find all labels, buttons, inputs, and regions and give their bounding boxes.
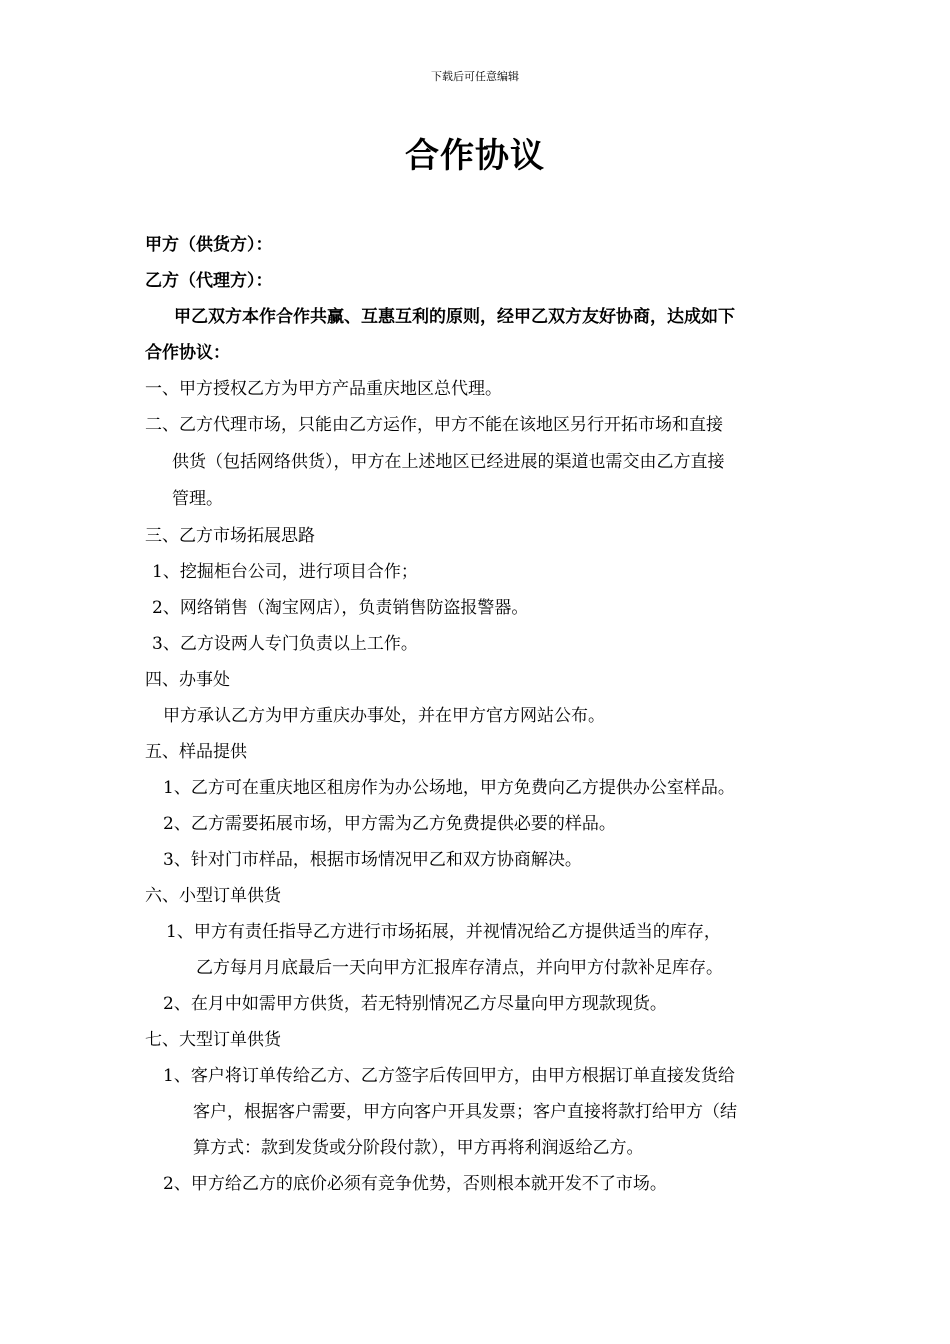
- clause-7-heading: 七、大型订单供货: [145, 1030, 281, 1050]
- clause-2-line-1: 二、乙方代理市场，只能由乙方运作，甲方不能在该地区另行开拓市场和直接: [145, 415, 723, 435]
- clause-1: 一、甲方授权乙方为甲方产品重庆地区总代理。: [145, 379, 502, 399]
- clause-6-heading: 六、小型订单供货: [145, 886, 281, 906]
- clause-7-item-2: 2、甲方给乙方的底价必须有竞争优势，否则根本就开发不了市场。: [163, 1174, 667, 1194]
- clause-7-item-1-line-2: 客户，根据客户需要，甲方向客户开具发票；客户直接将款打给甲方（结: [193, 1102, 737, 1122]
- document-title: 合作协议: [405, 136, 545, 176]
- clause-4-heading: 四、办事处: [145, 670, 230, 690]
- preamble-line-2: 合作协议：: [145, 343, 230, 363]
- header-note: 下载后可任意编辑: [431, 70, 519, 83]
- clause-3-item-2: 2、网络销售（淘宝网店），负责销售防盗报警器。: [152, 598, 529, 618]
- clause-5-item-2: 2、乙方需要拓展市场，甲方需为乙方免费提供必要的样品。: [163, 814, 616, 834]
- clause-7-item-1-line-1: 1、客户将订单传给乙方、乙方签字后传回甲方，由甲方根据订单直接发货给: [163, 1066, 735, 1086]
- clause-6-item-1-line-2: 乙方每月月底最后一天向甲方汇报库存清点，并向甲方付款补足库存。: [196, 958, 723, 978]
- clause-5-heading: 五、样品提供: [145, 742, 247, 762]
- party-b-line: 乙方（代理方）：: [145, 271, 273, 291]
- clause-2-line-2: 供货（包括网络供货），甲方在上述地区已经进展的渠道也需交由乙方直接: [172, 452, 725, 472]
- party-a-line: 甲方（供货方）：: [145, 235, 273, 255]
- preamble-line-1: 甲乙双方本作合作共赢、互惠互利的原则，经甲乙双方友好协商，达成如下: [174, 307, 735, 327]
- clause-3-item-3: 3、乙方设两人专门负责以上工作。: [152, 634, 418, 654]
- clause-5-item-1: 1、乙方可在重庆地区租房作为办公场地，甲方免费向乙方提供办公室样品。: [163, 778, 735, 798]
- clause-5-item-3: 3、针对门市样品，根据市场情况甲乙和双方协商解决。: [163, 850, 582, 870]
- clause-6-item-1-line-1: 1、甲方有责任指导乙方进行市场拓展，并视情况给乙方提供适当的库存，: [166, 922, 721, 942]
- clause-2-line-3: 管理。: [172, 489, 223, 509]
- clause-7-item-1-line-3: 算方式：款到发货或分阶段付款），甲方再将利润返给乙方。: [193, 1138, 644, 1158]
- clause-4-text: 甲方承认乙方为甲方重庆办事处，并在甲方官方网站公布。: [163, 706, 605, 726]
- clause-3-item-1: 1、挖掘柜台公司，进行项目合作；: [152, 562, 418, 582]
- clause-3-heading: 三、乙方市场拓展思路: [145, 526, 315, 546]
- clause-6-item-2: 2、在月中如需甲方供货，若无特别情况乙方尽量向甲方现款现货。: [163, 994, 667, 1014]
